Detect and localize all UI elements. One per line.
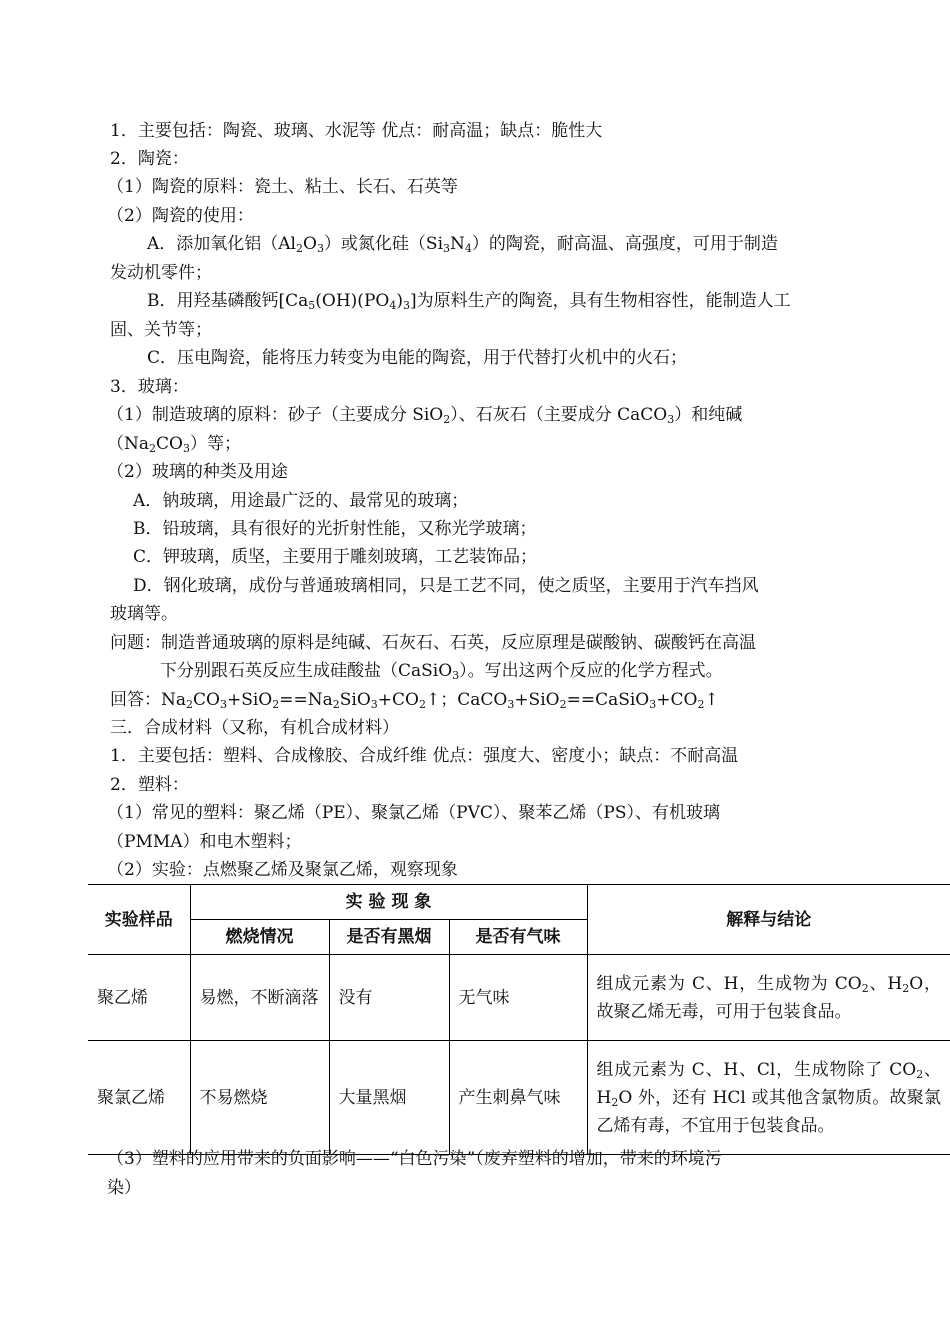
line-white-pollution: （3）塑料的应用带来的负面影响——“白色污染”（废弃塑料的增加，带来的环境污 [107, 1149, 722, 1169]
cell-smell: 无气味 [449, 955, 587, 1041]
line-glass-c: C．钾玻璃，质坚，主要用于雕刻玻璃，工艺装饰品； [133, 547, 538, 567]
line-ceramic-a: A．添加氧化铝$(Al_2O_3)$或氮化硅$(Si_3N_4)$的陶瓷，耐高温、高强度，可用于制造 [147, 234, 778, 255]
header-burn: 燃烧情况 [190, 920, 329, 955]
cell-smell: 产生刺鼻气味 [449, 1041, 587, 1155]
line-ceramic-a-cont: 发动机零件； [110, 263, 212, 283]
line-glass-d-cont: 玻璃等。 [110, 604, 178, 624]
cell-conclusion: 组成元素为 C、H、Cl，生成物除了 $CO_2$、$H_2O$ 外，还有 HCl 或其他含氯物质。故聚氯乙烯有毒，不宜用于包装食品。 [587, 1041, 950, 1155]
header-smoke: 是否有黑烟 [329, 920, 449, 955]
line-glass-a: A．钠玻璃，用途最广泛的、最常见的玻璃； [133, 491, 469, 511]
heading-glass: 3．玻璃： [110, 377, 189, 397]
line-white-pollution-cont: 染） [107, 1178, 141, 1198]
table-row [88, 955, 950, 1041]
heading-synthetic: 三．合成材料（又称，有机合成材料） [110, 718, 399, 738]
line-plastics-common-cont: （PMMA）和电木塑料； [107, 832, 302, 852]
header-sample: 实验样品 [88, 885, 190, 955]
header-smell: 是否有气味 [449, 920, 587, 955]
cell-smoke: 大量黑烟 [329, 1041, 449, 1155]
cell-burn: 不易燃烧 [190, 1041, 329, 1155]
line-glass-types: （2）玻璃的种类及用途 [107, 462, 288, 482]
line-glass-b: B．铅玻璃，具有很好的光折射性能，又称光学玻璃； [133, 519, 537, 539]
cell-conclusion: 组成元素为 C、H，生成物为 $CO_2$、$H_2O$，故聚乙烯无毒，可用于包装食品。 [587, 955, 950, 1041]
line-glass-raw-cont: $(Na_2CO_3)$等； [107, 434, 241, 455]
line-ceramic-c: C．压电陶瓷，能将压力转变为电能的陶瓷，用于代替打火机中的火石； [147, 348, 688, 368]
line-plastics-common: （1）常见的塑料：聚乙烯（PE）、聚氯乙烯（PVC）、聚苯乙烯（PS）、有机玻璃 [107, 803, 720, 823]
line-glass-d: D．钢化玻璃，成份与普通玻璃相同，只是工艺不同，使之质坚，主要用于汽车挡风 [133, 576, 759, 596]
heading-ceramics: 2．陶瓷： [110, 149, 189, 169]
header-conclusion: 解释与结论 [587, 885, 950, 955]
cell-sample: 聚乙烯 [88, 955, 190, 1041]
header-phenomena: 实 验 现 象 [190, 885, 587, 920]
line-question-cont: 下分别跟石英反应生成硅酸盐（CaSiO$_3$）。写出这两个反应的化学方程式。 [160, 661, 723, 682]
table-row [88, 1041, 950, 1155]
cell-sample: 聚氯乙烯 [88, 1041, 190, 1155]
line-question: 问题：制造普通玻璃的原料是纯碱、石灰石、石英，反应原理是碳酸钠、碳酸钙在高温 [110, 633, 756, 653]
line-ceramics-summary: 1．主要包括：陶瓷、玻璃、水泥等 优点：耐高温；缺点：脆性大 [110, 121, 603, 141]
cell-burn: 易燃，不断滴落 [190, 955, 329, 1041]
line-ceramic-b-cont: 固、关节等； [110, 320, 212, 340]
line-ceramic-b: B．用羟基磷酸钙$[Ca_5(OH)(PO_4)_3]$为原料生产的陶瓷，具有生物相容性，能制造人工 [147, 291, 791, 312]
line-synthetic-summary: 1．主要包括：塑料、合成橡胶、合成纤维 优点：强度大、密度小；缺点：不耐高温 [110, 746, 739, 766]
line-glass-raw: （1）制造玻璃的原料：砂子（主要成分 SiO$_2$）、石灰石（主要成分 CaCO$_3$）和纯碱 [107, 405, 743, 426]
experiment-table [88, 884, 950, 1155]
line-ceramic-use: （2）陶瓷的使用： [107, 206, 254, 226]
line-experiment: （2）实验：点燃聚乙烯及聚氯乙烯，观察现象 [107, 860, 458, 880]
line-answer: 回答：$Na_2CO_3+SiO_2==Na_2SiO_3+CO_2↑$；$CaCO_3+SiO_2==CaSiO_3+CO_2↑$ [110, 690, 719, 711]
line-ceramic-raw: （1）陶瓷的原料：瓷土、粘土、长石、石英等 [107, 177, 458, 197]
heading-plastics: 2．塑料： [110, 775, 189, 795]
cell-smoke: 没有 [329, 955, 449, 1041]
